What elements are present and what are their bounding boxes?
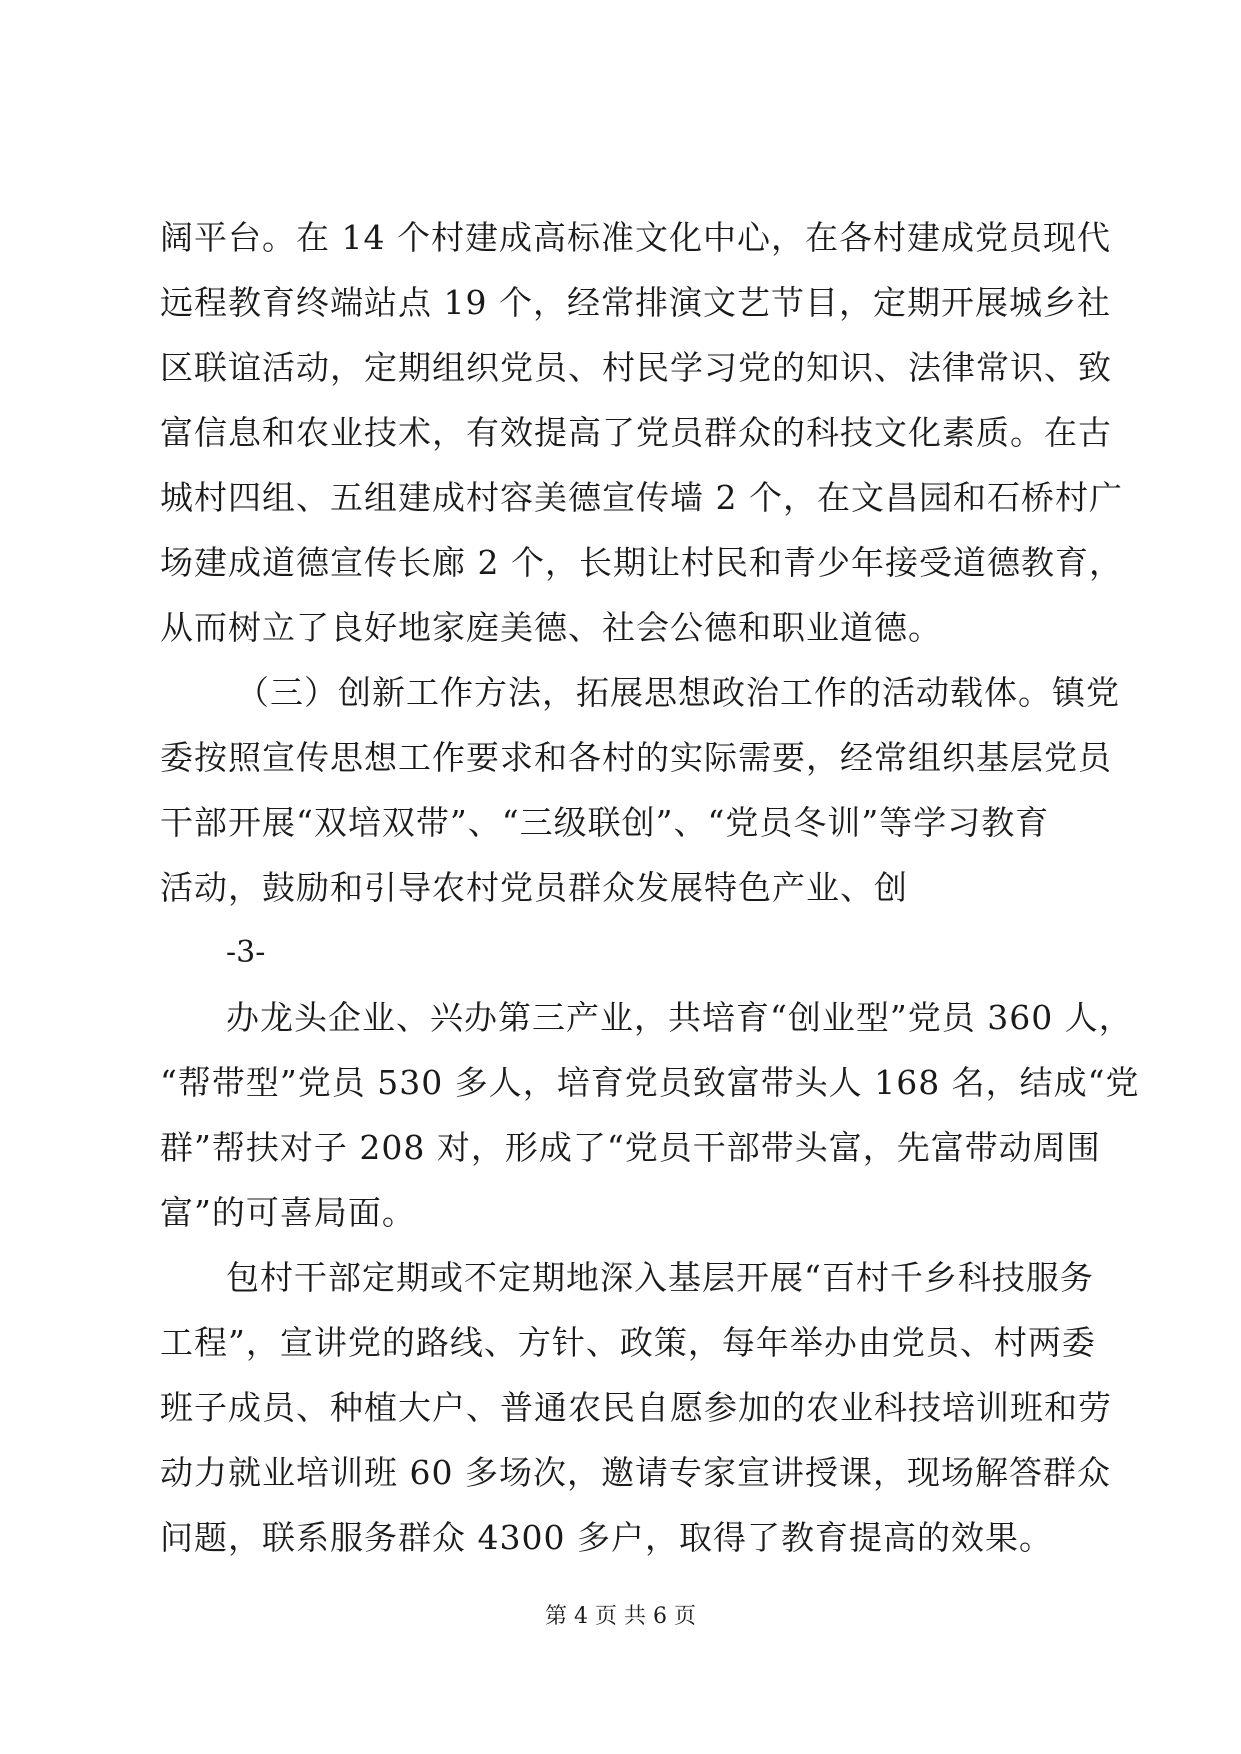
body-line-2: 远程教育终端站点 19 个，经常排演文艺节目，定期开展城乡社 — [160, 283, 1111, 322]
body-line-18: 工程”，宣讲党的路线、方针、政策，每年举办由党员、村两委 — [160, 1323, 1096, 1362]
body-line-19: 班子成员、种植大户、普通农民自愿参加的农业科技培训班和劳 — [160, 1388, 1112, 1427]
body-line-5: 城村四组、五组建成村容美德宣传墙 2 个，在文昌园和石桥村广 — [160, 478, 1123, 517]
body-line-1: 阔平台。在 14 个村建成高标准文化中心，在各村建成党员现代 — [160, 218, 1111, 257]
body-line-20: 动力就业培训班 60 多场次，邀请专家宣讲授课，现场解答群众 — [160, 1453, 1111, 1492]
body-line-9: 委按照宣传思想工作要求和各村的实际需要，经常组织基层党员 — [160, 738, 1112, 777]
body-line-17: 包村干部定期或不定期地深入基层开展“百村千乡科技服务 — [226, 1258, 1094, 1297]
body-line-4: 富信息和农业技术，有效提高了党员群众的科技文化素质。在古 — [160, 413, 1112, 452]
body-line-3: 区联谊活动，定期组织党员、村民学习党的知识、法律常识、致 — [160, 348, 1112, 387]
body-line-7: 从而树立了良好地家庭美德、社会公德和职业道德。 — [160, 608, 942, 647]
body-line-16: 富”的可喜局面。 — [160, 1193, 416, 1232]
body-line-15: 群”帮扶对子 208 对，形成了“党员干部带头富，先富带动周围 — [160, 1128, 1101, 1167]
body-line-6: 场建成道德宣传长廊 2 个，长期让村民和青少年接受道德教育， — [160, 543, 1123, 582]
page-number-marker: -3- — [226, 935, 266, 970]
page-footer: 第 4 页 共 6 页 — [545, 1604, 696, 1629]
body-line-13: 办龙头企业、兴办第三产业，共培育“创业型”党员 360 人， — [226, 998, 1133, 1037]
body-line-10: 干部开展“双培双带”、“三级联创”、“党员冬训”等学习教育 — [160, 803, 1050, 842]
section-three-heading-line: （三）创新工作方法，拓展思想政治工作的活动载体。镇党 — [236, 673, 1120, 712]
body-line-21: 问题，联系服务群众 4300 多户，取得了教育提高的效果。 — [160, 1518, 1053, 1557]
body-line-11: 活动，鼓励和引导农村党员群众发展特色产业、创 — [160, 868, 908, 907]
body-line-14: “帮带型”党员 530 多人，培育党员致富带头人 168 名，结成“党 — [160, 1063, 1140, 1102]
